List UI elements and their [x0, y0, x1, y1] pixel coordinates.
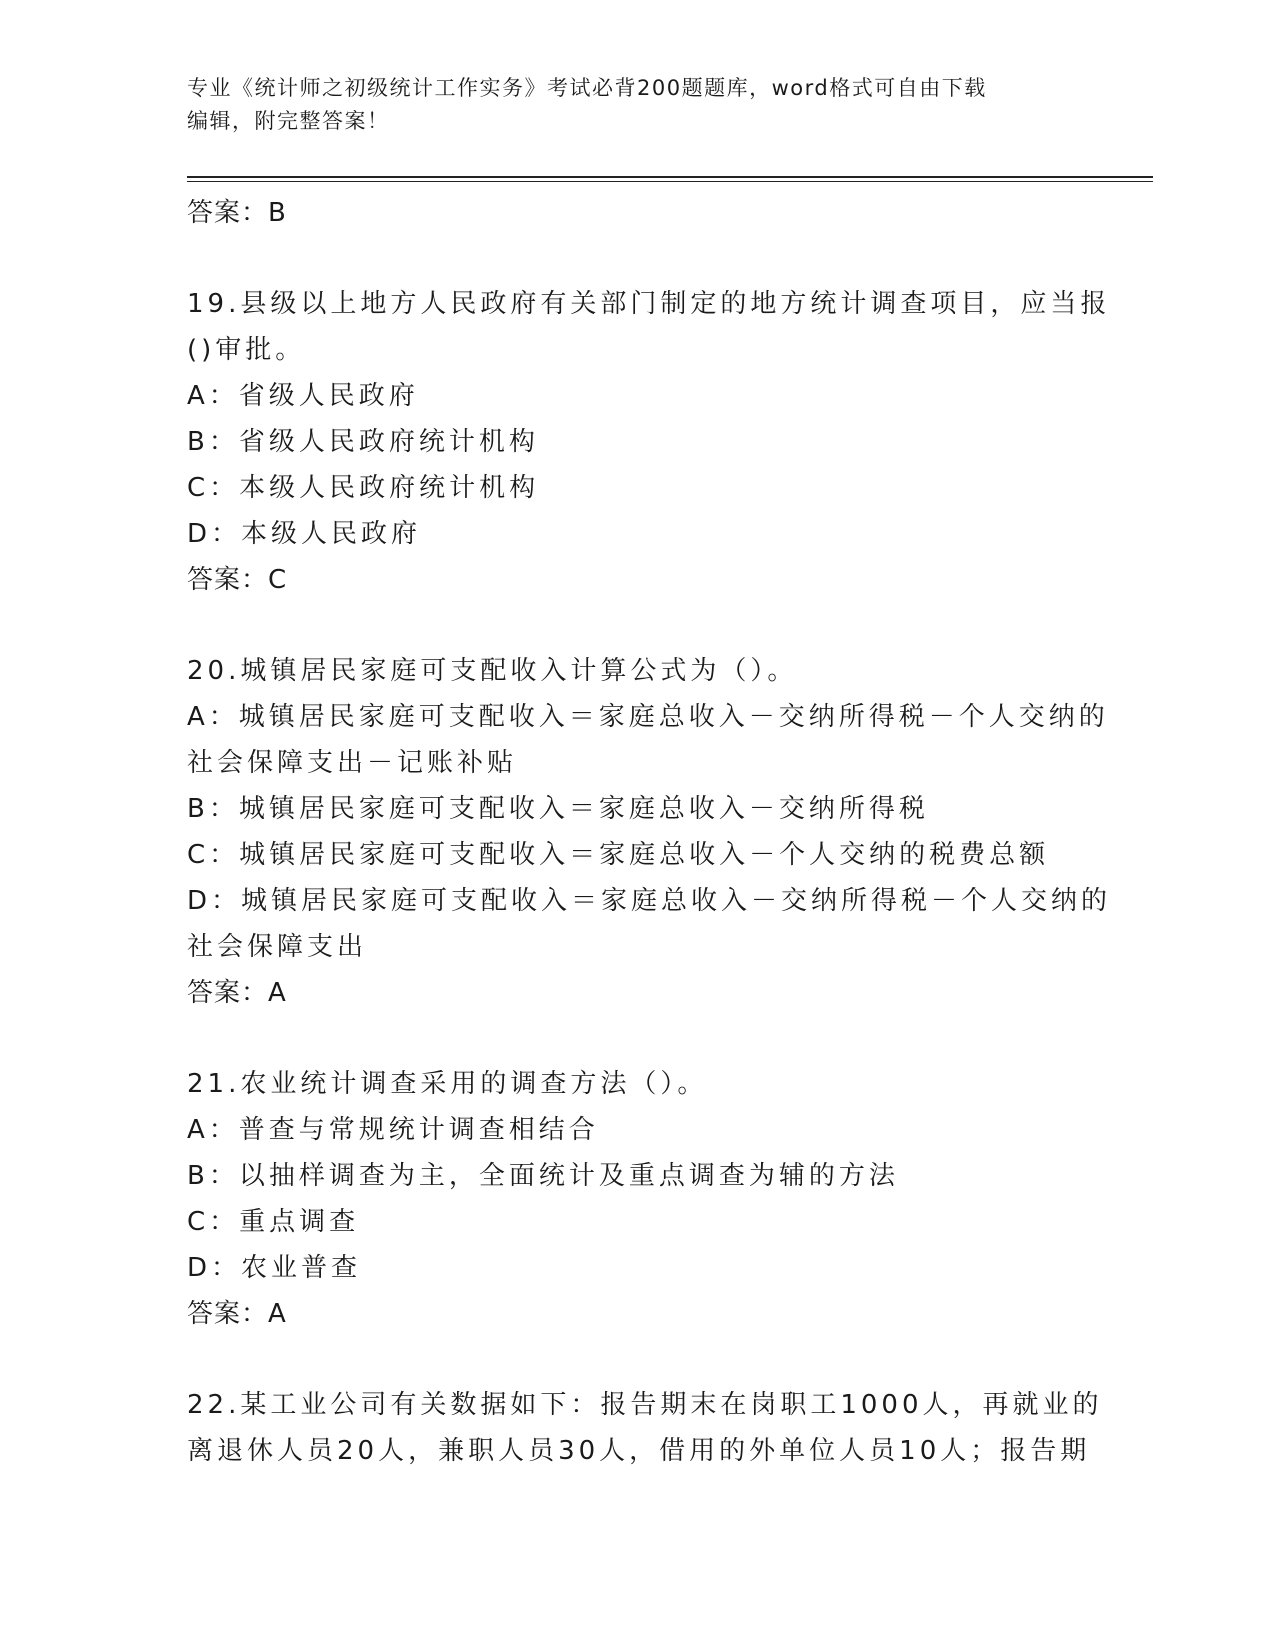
spacer: [187, 1337, 1087, 1382]
header-line-1: 专业《统计师之初级统计工作实务》考试必背200题题库，word格式可自由下载: [187, 76, 987, 100]
question-20: [187, 648, 1112, 1016]
question-21: [187, 1061, 1087, 1337]
header-divider-thin: [187, 181, 1153, 182]
question-19: [187, 281, 1111, 603]
answer: 答案：A: [187, 1299, 287, 1329]
question-text: ()审批。: [187, 335, 306, 365]
question-text: 22.某工业公司有关数据如下：报告期末在岗职工1000人，再就业的: [187, 1390, 1103, 1420]
question-text: 19.县级以上地方人民政府有关部门制定的地方统计调查项目，应当报: [187, 289, 1111, 319]
option-d-continued: 社会保障支出: [187, 932, 368, 962]
option-b: B：以抽样调查为主，全面统计及重点调查为辅的方法: [187, 1161, 899, 1191]
question-text: 20.城镇居民家庭可支配收入计算公式为（）。: [187, 656, 798, 686]
option-a-continued: 社会保障支出－记账补贴: [187, 748, 518, 778]
spacer: [187, 1016, 1087, 1061]
document-header: [187, 72, 1087, 138]
option-c: C：重点调查: [187, 1207, 360, 1237]
question-text: 21.农业统计调查采用的调查方法（）。: [187, 1069, 708, 1099]
option-c: C：本级人民政府统计机构: [187, 473, 540, 503]
answer: 答案：A: [187, 978, 287, 1008]
option-c: C：城镇居民家庭可支配收入＝家庭总收入－个人交纳的税费总额: [187, 840, 1050, 870]
answer-previous: 答案：B: [187, 198, 287, 228]
option-d: D：本级人民政府: [187, 519, 422, 549]
option-d: D：农业普查: [187, 1253, 362, 1283]
header-line-2: 编辑，附完整答案！: [187, 109, 390, 133]
spacer: [187, 236, 1087, 281]
spacer: [187, 603, 1087, 648]
question-22: [187, 1382, 1103, 1474]
option-b: B：省级人民政府统计机构: [187, 427, 539, 457]
option-a: A：城镇居民家庭可支配收入＝家庭总收入－交纳所得税－个人交纳的: [187, 702, 1109, 732]
header-divider-thick: [187, 176, 1153, 178]
answer: 答案：C: [187, 565, 288, 595]
option-a: A：普查与常规统计调查相结合: [187, 1115, 599, 1145]
document-body: [187, 190, 1112, 1474]
option-b: B：城镇居民家庭可支配收入＝家庭总收入－交纳所得税: [187, 794, 929, 824]
option-d: D：城镇居民家庭可支配收入＝家庭总收入－交纳所得税－个人交纳的: [187, 886, 1112, 916]
option-a: A：省级人民政府: [187, 381, 419, 411]
question-text: 离退休人员20人，兼职人员30人，借用的外单位人员10人；报告期: [187, 1436, 1091, 1466]
